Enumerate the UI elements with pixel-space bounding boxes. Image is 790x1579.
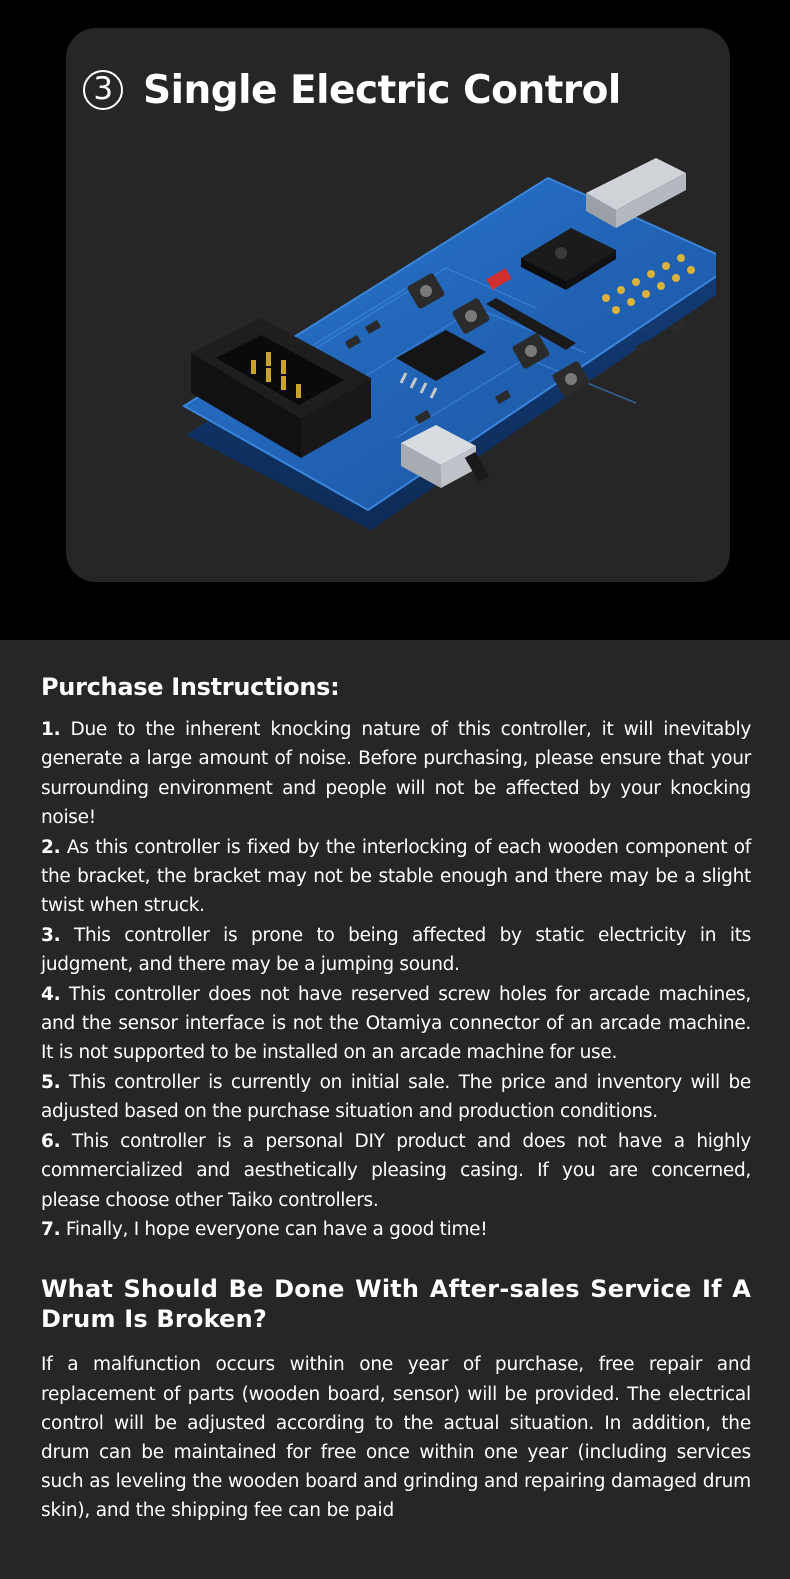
pcb-board-image bbox=[116, 138, 716, 568]
list-item bbox=[41, 1068, 751, 1127]
item-number: 1. bbox=[41, 719, 61, 740]
hero-section bbox=[0, 0, 790, 640]
purchase-list bbox=[41, 715, 751, 1244]
item-text: Finally, I hope everyone can have a good time! bbox=[65, 1218, 488, 1240]
aftersales-body: If a malfunction occurs within one year of purchase, free repair and replacement of parts (wooden board, sensor) will be provided. The electrical control will be adjusted according to the actual situation. In addition, the drum can be maintained for free once within one year (including services such as leveling the wooden board and grinding and repairing damaged drum skin), and the shipping fee can be paid bbox=[41, 1354, 751, 1522]
item-number: 7. bbox=[41, 1218, 61, 1240]
item-number: 2. bbox=[41, 836, 61, 858]
item-text: This controller is prone to being affected by static electricity in its judgment, and there may be a jumping sound. bbox=[41, 924, 751, 976]
item-number: 6. bbox=[41, 1130, 61, 1152]
section-title-text: Single Electric Control bbox=[143, 67, 621, 113]
item-text: This controller is currently on initial sale. The price and inventory will be adjusted based on the purchase situation and production conditions. bbox=[41, 1071, 751, 1123]
list-item bbox=[41, 833, 751, 921]
item-text: This controller is a personal DIY product and does not have a highly commercialized and aesthetically pleasing casing. If you are concerned, please choose other Taiko controllers. bbox=[41, 1130, 751, 1211]
circled-number: 3 bbox=[83, 70, 123, 110]
item-text: Due to the inherent knocking nature of this controller, it will inevitably generate a large amount of noise. Before purchasing, please ensure that your surrounding environment and people will not be affected by your knocking noise! bbox=[41, 719, 751, 829]
aftersales-heading: What Should Be Done With After-sales Service If A Drum Is Broken? bbox=[41, 1275, 751, 1334]
item-text: This controller does not have reserved screw holes for arcade machines, and the sensor interface is not the Otamiya connector of an arcade machine. It is not supported to be installed on an arcade machine for use. bbox=[41, 983, 751, 1064]
item-number: 5. bbox=[41, 1071, 61, 1093]
product-card bbox=[66, 28, 730, 582]
item-number: 4. bbox=[41, 983, 61, 1005]
list-item bbox=[41, 715, 751, 833]
list-item bbox=[41, 980, 751, 1068]
purchase-heading: Purchase Instructions: bbox=[41, 673, 340, 701]
list-item bbox=[41, 1127, 751, 1215]
item-text: As this controller is fixed by the interlocking of each wooden component of the bracket, the bracket may not be stable enough and there may be a slight twist when struck. bbox=[41, 836, 751, 917]
list-item bbox=[41, 921, 751, 980]
list-item bbox=[41, 1215, 751, 1244]
section-title bbox=[83, 60, 621, 120]
instructions-section bbox=[0, 640, 790, 1579]
item-number: 3. bbox=[41, 924, 61, 946]
